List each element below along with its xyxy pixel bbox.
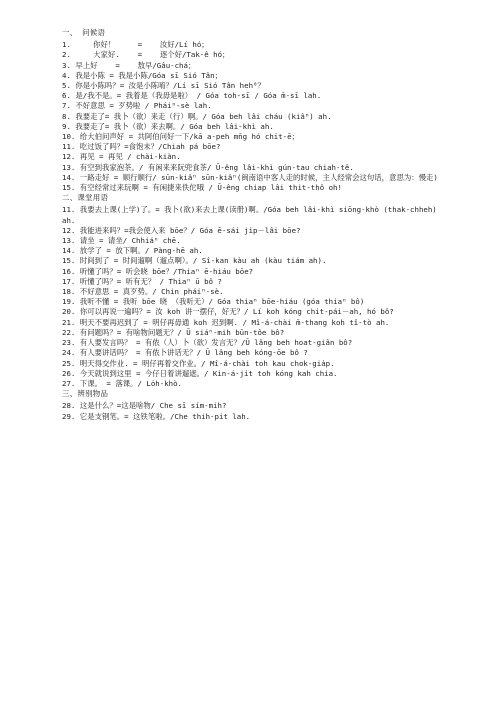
phrase-line: 23. 有人要发言吗？ = 有侬（人）卜（欲）发言无？/Ū lâng beh hoat-giân bô?	[62, 338, 353, 348]
section-greetings	[62, 28, 440, 193]
phrase-line: 24. 有人要讲话吗？ = 有侬卜讲话无？/ Ū lâng beh kóng-ōe bô ?	[62, 348, 308, 358]
section-heading: 三、辨别物品	[62, 389, 109, 399]
phrase-line: 5. 你是小陈吗？= 汝是小陈唷？/Lí sī Sió Tân heh⁰？	[62, 81, 265, 91]
phrase-line: 11. 吃过饭了吗？=食饱未？/Chiah pá bōe?	[62, 142, 221, 152]
phrase-line: 10. 给大伯问声好 = 共阿伯问好一下/kā a-peh mn̄g hó chi̍t-ē；	[62, 132, 299, 142]
phrase-line: 13. 请坐 = 请坐/ Chhiáⁿ chē.	[62, 236, 181, 246]
phrase-line: 14. 放学了 = 放下啊。/ Pàng-hē ah.	[62, 246, 203, 256]
phrase-line: 3. 早上好 = 敖早/Gâu-chá；	[62, 60, 196, 70]
phrase-line: 13. 有空到我家泡茶。/ 有闲来来阮兜食茶/ Ū-êng lâi-khì gún-tau chiah-tê.	[62, 162, 354, 172]
phrase-line: 14. 一路走好 = 顺行顺行/ sūn-kiâⁿ sūn-kiâⁿ(闽南语中客人走的时候，主人经常会这句话，意思为：慢走)	[62, 172, 438, 182]
phrase-line: 27. 下课。 = 落课。/ Lo̍h-khò.	[62, 378, 182, 388]
phrase-line: 6. 是/我不是。= 我着是（我毋是啦） / Góa toh-sī / Góa m̄-sī lah.	[62, 91, 322, 101]
phrase-line: 12. 我能进来吗？=我会使入来 bōe？/ Góa ē-sái ji̍p－lâi bōe?	[62, 225, 301, 235]
phrase-line: 7. 不好意思 = 歹势啦 / Pháiⁿ-sè lah.	[62, 101, 212, 111]
phrase-line: 1. 你好！ = 汝好/Lí hó；	[62, 40, 209, 50]
phrase-line: 18. 不好意思 = 真歹势。/ Chin pháiⁿ-sè.	[62, 287, 224, 297]
phrase-line: 21. 明天不要再迟到了 = 明仔再毋通 koh 迟到啊. / Mî-á-chài m̄-thang koh tî-tò ah.	[62, 317, 390, 327]
phrase-line: 11. 我要去上课(上学)了。= 我卜(欲)来去上课(读册)啊。/Góa beh lâi-khì siōng-khò (thak-chheh) ah.	[62, 205, 442, 225]
phrase-line: 12. 再见 = 再见 / chài-kiàn.	[62, 152, 181, 162]
section-heading: 一、 问候语	[62, 28, 106, 37]
document-page	[62, 28, 440, 422]
phrase-line: 25. 明天得交作业. = 明仔再着交作业。/ Mî-á-chài toh kau chok-gia̍p.	[62, 358, 335, 368]
phrase-line: 26. 今天就说到这里 = 今仔日着讲遛遮。/ Kin-á-ji̍t toh kóng kah chia.	[62, 368, 338, 378]
phrase-line: 19. 我听不懂 = 我听 bōe 晓 （我听无）/ Góa thiaⁿ bōe-hiáu (góa thiaⁿ bô)	[62, 297, 365, 307]
phrase-line: 15. 有空经常过来玩啊 = 有闲捷来佚佗哦 / Ū-êng chiap lâi thit-thô oh!	[62, 183, 342, 193]
phrase-line: 4. 我是小陈 = 我是小陈/Góa sī Sió Tân；	[62, 70, 222, 80]
phrase-line: 2. 大家好. = 逐个好/Tak-ê hó；	[62, 50, 230, 60]
section-objects	[62, 389, 440, 422]
section-classroom	[62, 193, 440, 389]
phrase-line: 16. 听懂了吗？= 听会晓 bōe？/Thiaⁿ ē-hiáu bōe?	[62, 266, 254, 276]
phrase-line: 28. 这是什么？=这是啥物/ Che sī sím-mih?	[62, 401, 227, 411]
phrase-line: 22. 有问题吗？= 有啥物问题无？/ Ū siáⁿ-mih būn-tôe bô?	[62, 327, 285, 337]
phrase-line: 8. 我要走了= 我卜（欲）来走（行）啊。/ Góa beh lâi cháu (kiâⁿ) ah.	[62, 111, 332, 121]
section-heading: 二、课堂用语	[62, 193, 109, 203]
phrase-line: 9. 我要走了= 我卜（欲）来去啊。/ Góa beh lâi-khì ah.	[62, 121, 274, 131]
phrase-line: 15. 时间到了 = 时间遛啊（遛点啊）。/ Sî-kan kàu ah (kàu tiám ah).	[62, 256, 327, 266]
phrase-line: 29. 它是支钢笔。= 这铁笔啦。/Che thih-pit lah.	[62, 411, 251, 421]
phrase-line: 20. 你可以再说一遍吗？= 汝 koh 讲一摆仔，好无？/ Lí koh kóng chi̍t-pái－ah, hó bô?	[62, 307, 394, 317]
phrase-line: 17. 听懂了吗？= 听有无？ / Thiaⁿ ū bô ?	[62, 276, 222, 286]
